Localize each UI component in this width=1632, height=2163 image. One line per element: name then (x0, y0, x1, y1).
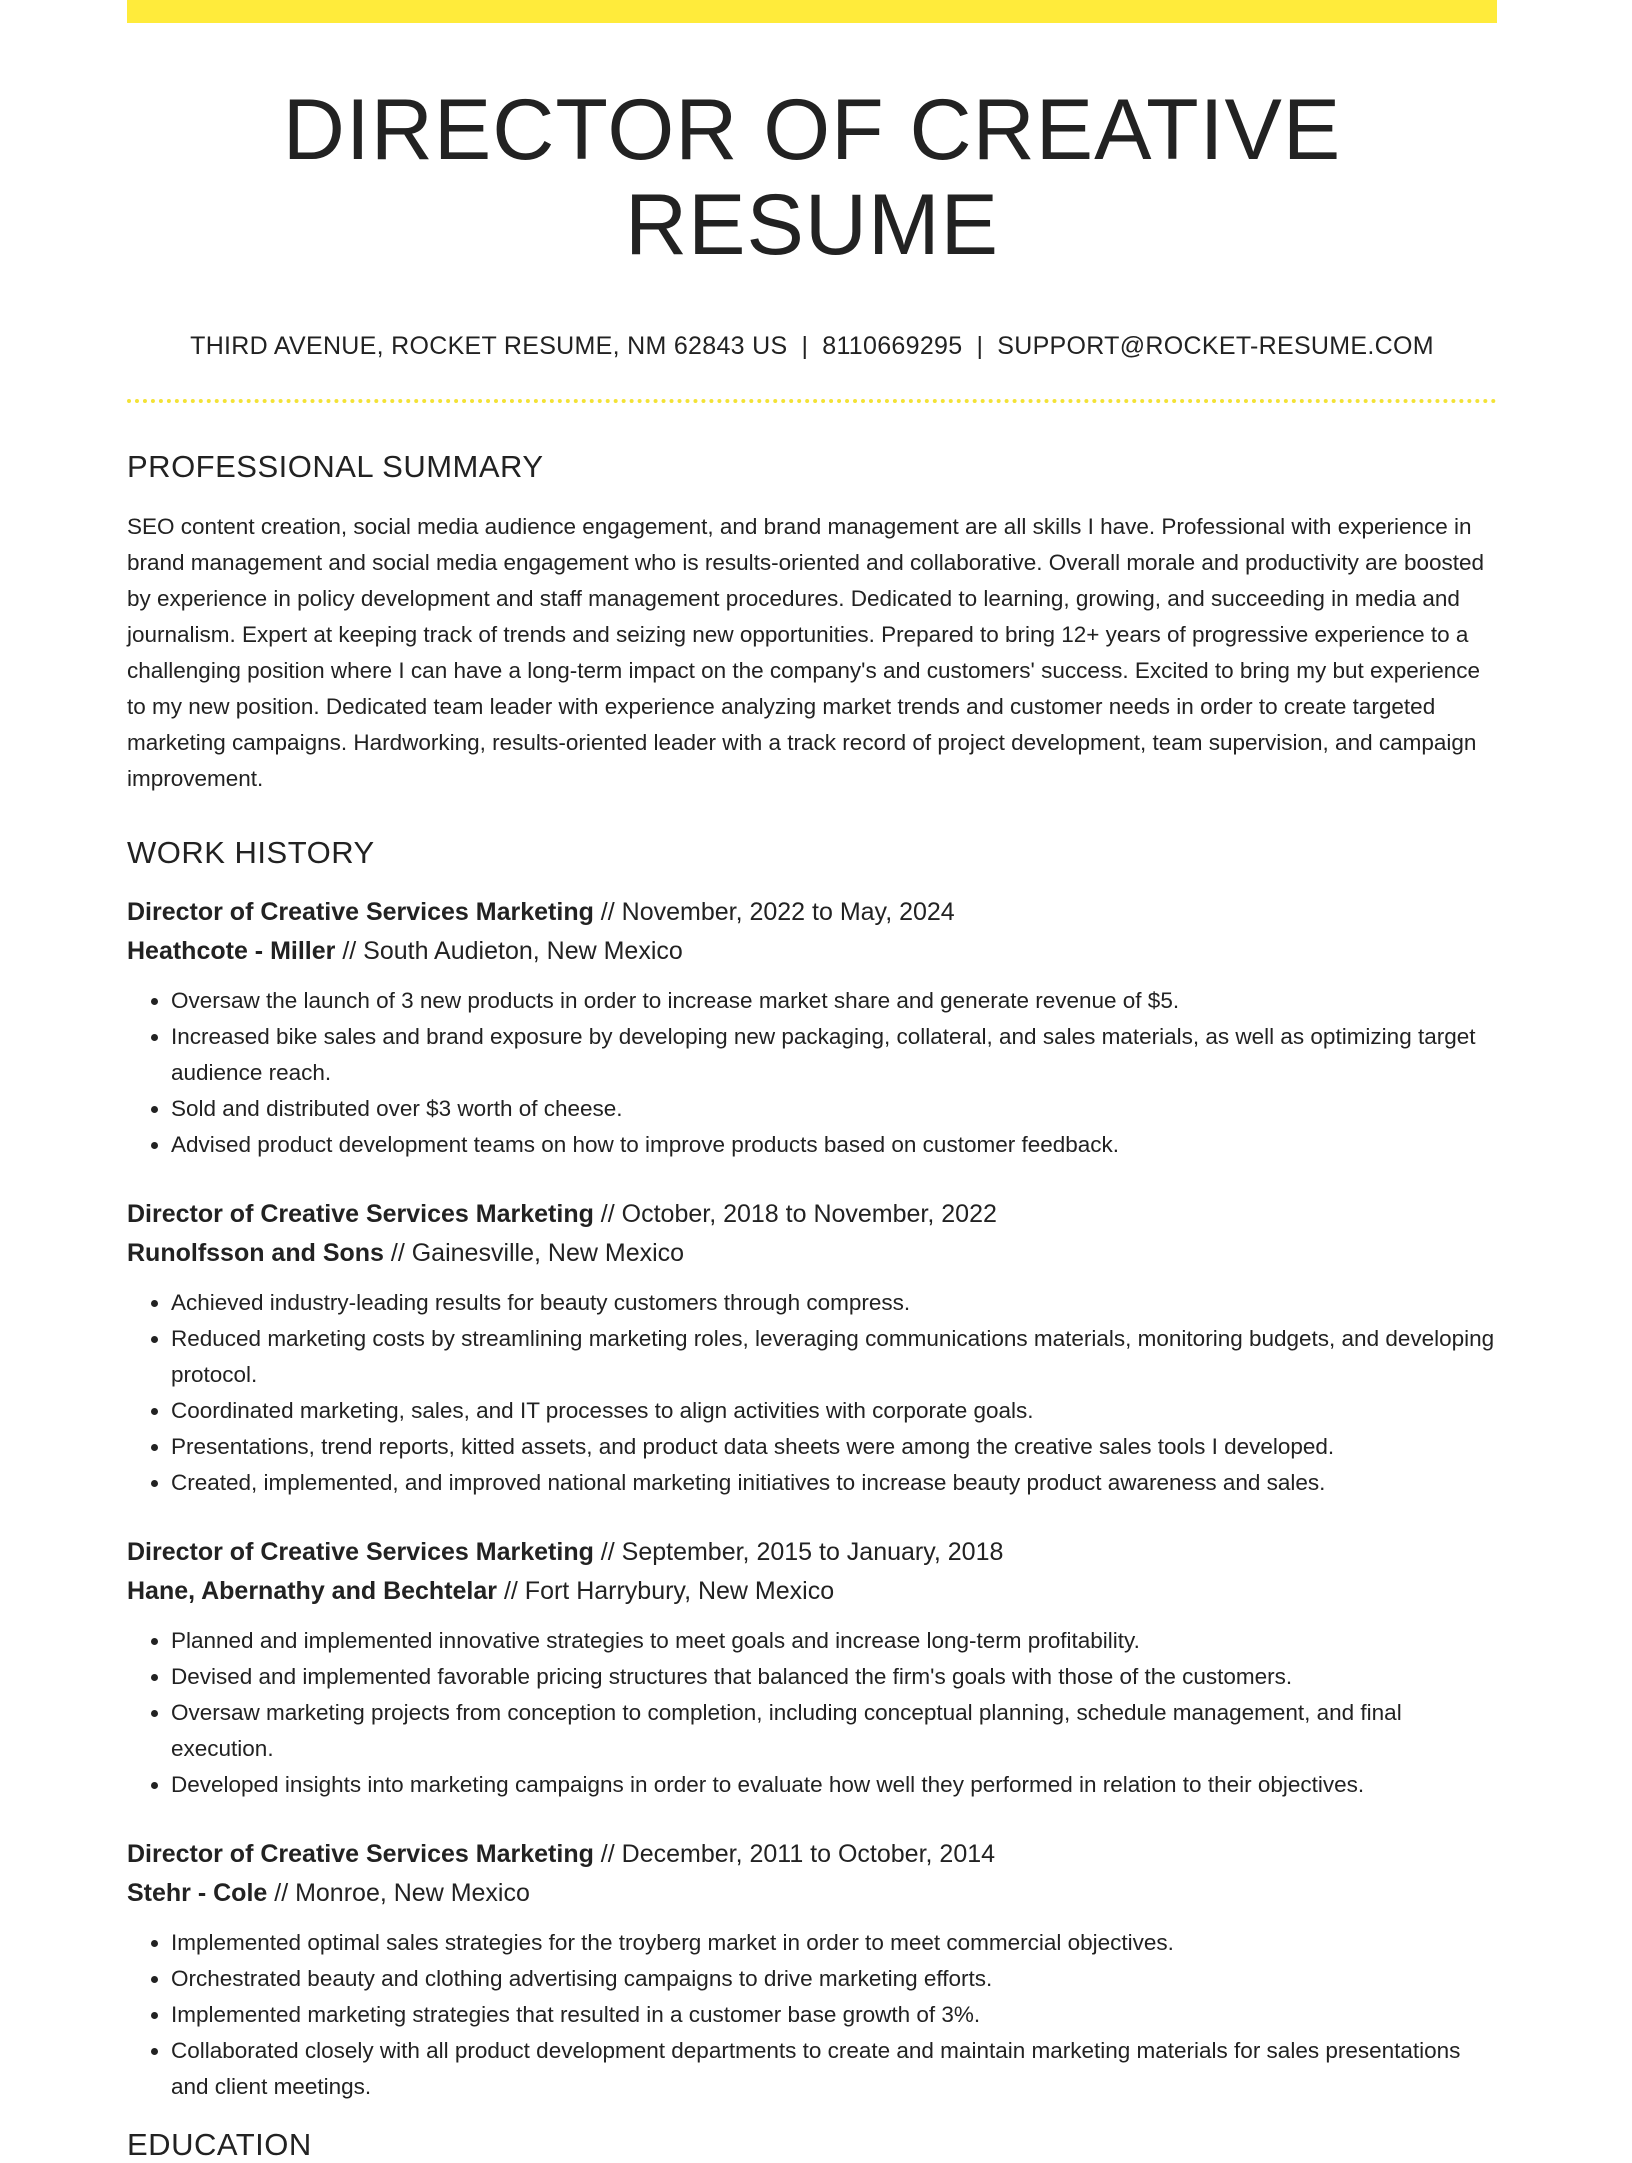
job-entry (127, 1533, 1497, 1803)
job-company-line (127, 932, 1497, 971)
job-location: // Monroe, New Mexico (267, 1879, 530, 1908)
summary-text: SEO content creation, social media audience engagement, and brand management are all skills I have. Professional with experience in brand management and social media engagement who is results-oriented and collaborative. Overall morale and productivity are boosted by experience in policy development and staff management procedures. Dedicated to learning, growing, and succeeding in media and journalism. Expert at keeping track of trends and seizing new opportunities. Prepared to bring 12+ years of progressive experience to a challenging position where I can have a long-term impact on the company's and customers' success. Excited to bring my but experience to my new position. Dedicated team leader with experience analyzing market trends and customer needs in order to create targeted marketing campaigns. Hardworking, results-oriented leader with a track record of project development, team supervision, and campaign improvement. (127, 514, 1485, 792)
job-bullet: • Devised and implemented favorable pricing structures that balanced the firm's goals with those of the customers. (171, 1659, 1497, 1695)
job-company: Hane, Abernathy and Bechtelar (127, 1577, 498, 1606)
job-role-line (127, 1533, 1497, 1572)
dotted-divider (127, 399, 1497, 403)
job-dates: // October, 2018 to November, 2022 (593, 1200, 997, 1229)
job-location: // Fort Harrybury, New Mexico (497, 1577, 835, 1606)
contact-address: THIRD AVENUE, ROCKET RESUME, NM 62843 US (190, 332, 788, 361)
job-bullet: • Implemented marketing strategies that resulted in a customer base growth of 3%. (171, 1997, 1497, 2033)
job-bullet: • Orchestrated beauty and clothing advertising campaigns to drive marketing efforts. (171, 1961, 1497, 1997)
job-bullet: • Reduced marketing costs by streamlining marketing roles, leveraging communications materials, monitoring budgets, and developing protocol. (171, 1321, 1497, 1393)
job-bullet: • Sold and distributed over $3 worth of cheese. (171, 1091, 1497, 1127)
job-company-line (127, 1234, 1497, 1273)
job-company: Stehr - Cole (127, 1879, 268, 1908)
job-role: Director of Creative Services Marketing (127, 1200, 594, 1229)
job-role-line (127, 893, 1497, 932)
job-role: Director of Creative Services Marketing (127, 1538, 594, 1567)
job-role: Director of Creative Services Marketing (127, 1840, 594, 1869)
job-entry (127, 893, 1497, 1163)
job-company: Runolfsson and Sons (127, 1239, 384, 1268)
job-bullet: • Coordinated marketing, sales, and IT processes to align activities with corporate goals. (171, 1393, 1497, 1429)
job-bullet: • Oversaw the launch of 3 new products in order to increase market share and generate revenue of $5. (171, 983, 1497, 1019)
job-dates: // September, 2015 to January, 2018 (593, 1538, 1004, 1567)
job-bullet: • Advised product development teams on how to improve products based on customer feedback. (171, 1127, 1497, 1163)
job-role-line (127, 1195, 1497, 1234)
job-entry (127, 1195, 1497, 1501)
section-title-work-history: WORK HISTORY (127, 835, 375, 871)
resume-title: DIRECTOR OF CREATIVE RESUME (282, 82, 1342, 273)
job-bullet: • Created, implemented, and improved national marketing initiatives to increase beauty product awareness and sales. (171, 1465, 1497, 1501)
job-dates: // November, 2022 to May, 2024 (593, 898, 955, 927)
job-company-line (127, 1572, 1497, 1611)
job-bullet: • Planned and implemented innovative strategies to meet goals and increase long-term profitability. (171, 1623, 1497, 1659)
job-location: // South Audieton, New Mexico (335, 937, 683, 966)
job-bullets (127, 1623, 1497, 1803)
job-bullet: • Developed insights into marketing campaigns in order to evaluate how well they performed in relation to their objectives. (171, 1767, 1497, 1803)
job-bullet: • Achieved industry-leading results for beauty customers through compress. (171, 1285, 1497, 1321)
job-company: Heathcote - Miller (127, 937, 336, 966)
job-bullet: • Presentations, trend reports, kitted assets, and product data sheets were among the creative sales tools I developed. (171, 1429, 1497, 1465)
resume-page (127, 0, 1497, 2163)
contact-separator: | (801, 332, 809, 361)
section-title-summary: PROFESSIONAL SUMMARY (127, 449, 544, 485)
job-bullets (127, 1285, 1497, 1501)
contact-line (127, 332, 1497, 361)
job-role: Director of Creative Services Marketing (127, 898, 594, 927)
job-bullet: • Increased bike sales and brand exposure by developing new packaging, collateral, and sales materials, as well as optimizing target audience reach. (171, 1019, 1497, 1091)
contact-separator: | (976, 332, 984, 361)
contact-email: SUPPORT@ROCKET-RESUME.COM (997, 332, 1434, 361)
job-dates: // December, 2011 to October, 2014 (593, 1840, 996, 1869)
job-bullets (127, 1925, 1497, 2105)
job-bullet: • Implemented optimal sales strategies for the troyberg market in order to meet commercial objectives. (171, 1925, 1497, 1961)
job-location: // Gainesville, New Mexico (383, 1239, 685, 1268)
job-bullet: • Oversaw marketing projects from conception to completion, including conceptual planning, schedule management, and final execution. (171, 1695, 1497, 1767)
accent-bar (127, 0, 1497, 23)
job-bullets (127, 983, 1497, 1163)
section-title-education: EDUCATION (127, 2127, 312, 2163)
job-entry (127, 1835, 1497, 2105)
job-bullet: • Collaborated closely with all product development departments to create and maintain marketing materials for sales presentations and client meetings. (171, 2033, 1497, 2105)
job-company-line (127, 1874, 1497, 1913)
contact-phone: 8110669295 (822, 332, 963, 361)
job-role-line (127, 1835, 1497, 1874)
